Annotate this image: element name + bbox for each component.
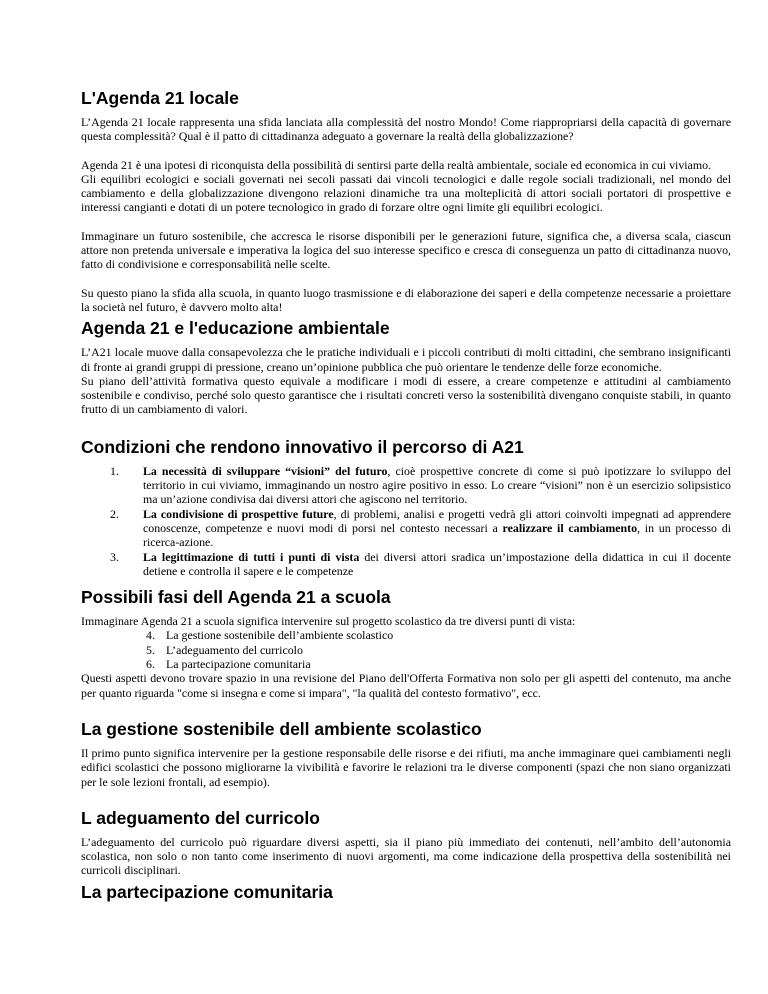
paragraph: Su questo piano la sfida alla scuola, in quanto luogo trasmissione e di elaborazione dei saperi e della competenze necessarie a proiettare la società nel futuro, è davvero molto alta! [81, 285, 731, 314]
section-title: Agenda 21 e l'educazione ambientale [81, 318, 390, 339]
list-item [110, 550, 731, 579]
paragraph: Su piano dell’attività formativa questo equivale a modificare i modi di essere, a creare competenze e attitudini al cambiamento sostenibile e condiviso, perché solo questo garantisce che i risultati concreti verso la sostenibilità divengano conquiste stabili, in quanto frutto di un cambiamento di valori. [81, 373, 731, 417]
section-title: L'Agenda 21 locale [81, 88, 239, 108]
list-item-text: dei diversi attori sradica un’impostazione della didattica in cui il docente detiene e controlla il sapere e le competenze [143, 549, 731, 578]
paragraph: L’adeguamento del curricolo può riguardare diversi aspetti, sia il piano più immediato dei contenuti, nell’ambito dell’autonomia scolastica, non solo o non tanto come inserimento di nuovi argomenti, ma come indicazione della prospettiva della sostenibilità nei curricoli disciplinari. [81, 834, 731, 878]
list-item-emphasis: La legittimazione di tutti i punti di vista [143, 549, 360, 564]
paragraph: Il primo punto significa intervenire per la gestione responsabile delle risorse e dei rifiuti, ma anche immaginare quei cambiamenti negli edifici scolastici che possono migliorarne la vivibilità e favorire le relazioni tra le diverse componenti (spazi che non siano organizzati per le sole lezioni frontali, ad esempio). [81, 745, 731, 789]
list-number: 5. [146, 642, 155, 657]
list-item [146, 657, 731, 671]
section-title: L adeguamento del curricolo [81, 807, 320, 828]
list-item-emphasis: realizzare il cambiamento [502, 520, 638, 535]
paragraph: L’Agenda 21 locale rappresenta una sfida lanciata alla complessità del nostro Mondo! Come riappropriarsi della capacità di governare questa complessità? Qual è il patto di cittadinanza adeguato a governare la realtà della globalizzazione? [81, 115, 731, 144]
section-title: La partecipazione comunitaria [81, 881, 333, 902]
list-number: 3. [110, 549, 119, 564]
phases-list [81, 628, 731, 671]
paragraph: L’A21 locale muove dalla consapevolezza che le pratiche individuali e i piccoli contributi di molti cittadini, che sembrano insignificanti di fronte ai grandi gruppi di pressione, creano un’opinione pubblica che può orientare le tendenze delle forze economiche. [81, 345, 731, 374]
list-item [146, 628, 731, 642]
paragraph: Immaginare un futuro sostenibile, che accresca le risorse disponibili per le generazioni future, significa che, a diversa scala, ciascun attore non pretenda universale e imperativa la logica del suo interesse specifico e cresca di conseguenza un patto di cittadinanza nuovo, fatto di condivisione e corresponsabilità nelle scelte. [81, 228, 731, 272]
conditions-list [81, 464, 731, 578]
list-number: 6. [146, 657, 155, 672]
list-item-text: , cioè prospettive concrete di come si può ipotizzare lo sviluppo del territorio in cui viviamo, immaginando un nostro agire positivo in esso. Lo creare “visioni” non è un esercizio solipsistico ma un’azione condivisa dai diversi attori che agiscono nel territorio. [143, 463, 731, 507]
paragraph: Agenda 21 è una ipotesi di riconquista della possibilità di sentirsi parte della realtà ambientale, sociale ed economica in cui viviamo. [81, 157, 712, 172]
list-item-text: L’adeguamento del curricolo [166, 642, 303, 657]
document-page [81, 88, 731, 903]
list-number: 1. [110, 463, 119, 478]
list-item-text: , in un processo di ricerca-azione. [143, 520, 731, 550]
list-number: 4. [146, 628, 155, 643]
list-item-emphasis: La condivisione di prospettive future [143, 506, 334, 521]
list-item-text: La partecipazione comunitaria [166, 657, 311, 672]
section-title: Possibili fasi dell Agenda 21 a scuola [81, 587, 391, 608]
paragraph: Questi aspetti devono trovare spazio in una revisione del Piano dell'Offerta Formativa non solo per gli aspetti del contenuto, ma anche per quanto riguarda "come si insegna e come si impara", "la qualità del contesto formativo", ecc. [81, 671, 731, 700]
list-item-text: , di problemi, analisi e progetti vedrà gli attori coinvolti impegnati ad apprendere conoscenze, competenze e nuovi modi di porsi nel contesto necessari a [143, 506, 731, 535]
list-number: 2. [110, 506, 119, 521]
list-item [110, 507, 731, 550]
paragraph: Gli equilibri ecologici e sociali governati nei secoli passati dai vincoli tecnologici e dalle regole sociali tradizionali, nel mondo del cambiamento e della globalizzazione divengono relazioni dinamiche tra una molteplicità di attori sociali portatori di prospettive e interessi cangianti e dotati di un potere tecnologico in grado di forzare oltre ogni limite gli equilibri ecologici. [81, 171, 731, 215]
list-item [146, 643, 731, 657]
section-title: Condizioni che rendono innovativo il percorso di A21 [81, 436, 524, 457]
list-item-emphasis: La necessità di sviluppare “visioni” del futuro [143, 463, 388, 478]
section-title: La gestione sostenibile dell ambiente scolastico [81, 718, 482, 739]
list-item-text: La gestione sostenibile dell’ambiente scolastico [166, 628, 394, 643]
paragraph: Immaginare Agenda 21 a scuola significa intervenire sul progetto scolastico da tre diversi punti di vista: [81, 614, 576, 629]
list-item [110, 464, 731, 507]
